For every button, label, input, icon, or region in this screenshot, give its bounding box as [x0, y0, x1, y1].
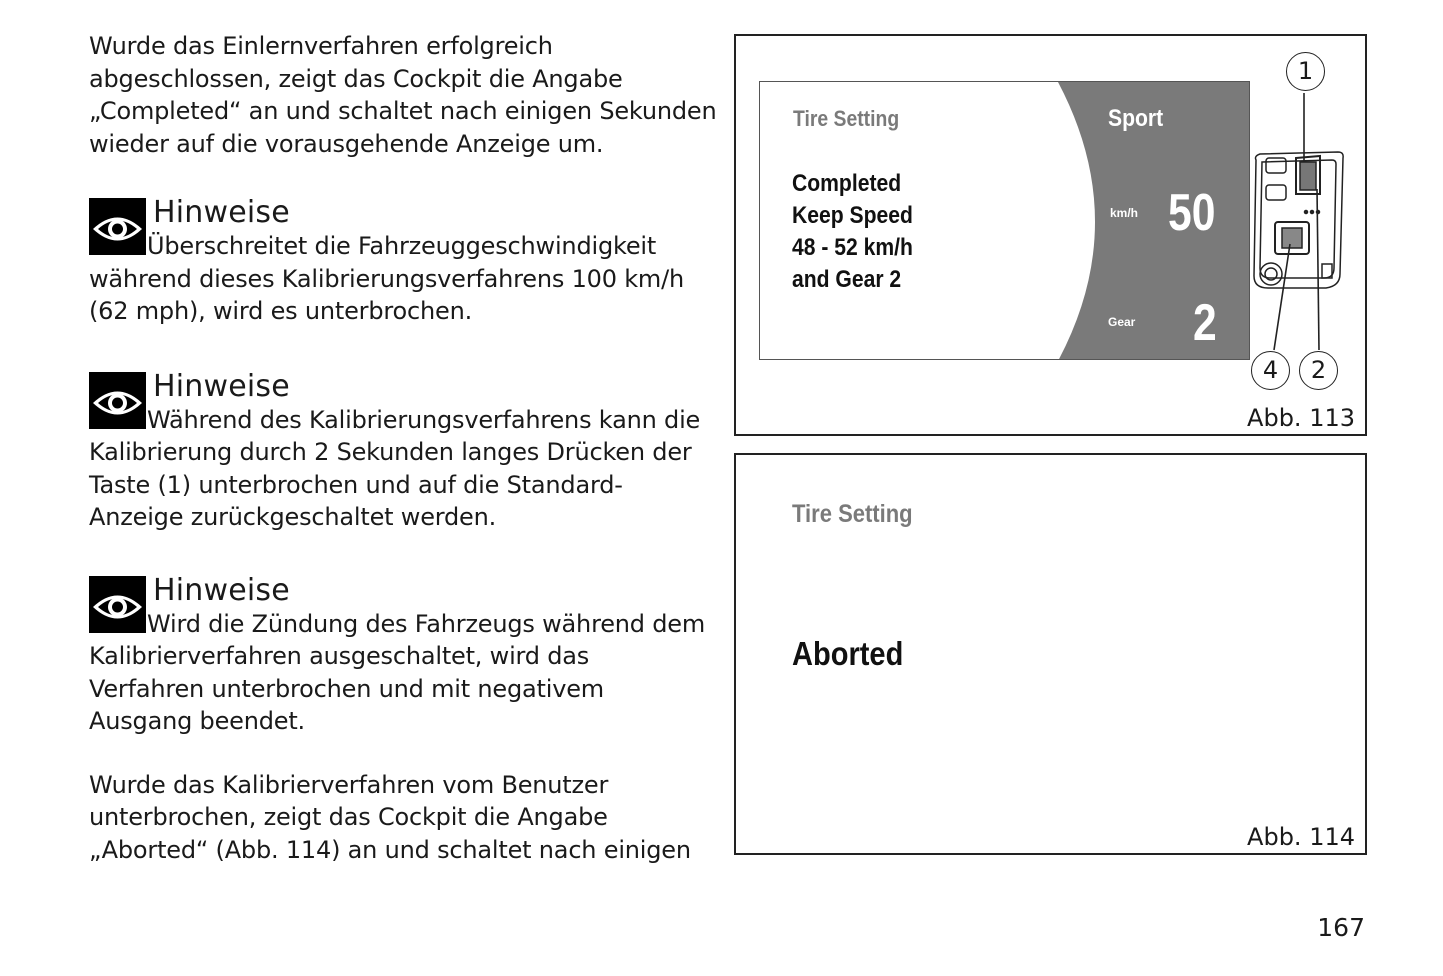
note-2 — [89, 370, 719, 534]
message-line: and Gear 2 — [792, 266, 902, 293]
note-title: Hinweise — [153, 572, 290, 608]
gear-label: Gear — [1108, 315, 1136, 329]
note-1 — [89, 196, 719, 328]
note-title: Hinweise — [153, 368, 290, 404]
note-first-line: Wird die Zündung des Fahrzeugs während dem — [147, 609, 706, 638]
page-number: 167 — [1317, 913, 1365, 942]
figure-caption: Abb. 114 — [1247, 823, 1355, 851]
figure-113 — [734, 34, 1367, 436]
screen-title: Tire Setting — [793, 106, 900, 131]
figure-caption: Abb. 113 — [1247, 404, 1355, 432]
note-first-line: Während des Kalibrierungsverfahrens kann die — [147, 405, 701, 434]
note-body: während dieses Kalibrierungsverfahrens 100 km/h (62 mph), wird es unterbrochen. — [89, 264, 684, 325]
mode-label: Sport — [1108, 105, 1164, 132]
message-line: Completed — [792, 170, 902, 197]
note-3 — [89, 574, 719, 738]
aborted-message: Aborted — [792, 635, 904, 672]
paragraph-aborted: Wurde das Kalibrierverfahren vom Benutzer unterbrochen, zeigt das Cockpit die Angabe „Aborted“ (Abb. 114) an und schaltet nach einigen — [89, 770, 691, 864]
eye-icon — [89, 576, 146, 633]
eye-icon — [89, 372, 146, 429]
note-title: Hinweise — [153, 195, 290, 230]
callout-1: 1 — [1286, 52, 1325, 91]
message-line: 48 - 52 km/h — [792, 234, 913, 261]
speed-unit: km/h — [1110, 206, 1139, 220]
note-body: Kalibrierverfahren ausgeschaltet, wird das Verfahren unterbrochen und mit negativem Ausgang beendet. — [89, 642, 604, 735]
left-column — [89, 30, 719, 866]
callout-4: 4 — [1251, 351, 1290, 390]
note-body: Kalibrierung durch 2 Sekunden langes Drücken der Taste (1) unterbrochen und auf die Standard- Anzeige zurückgeschaltet werden. — [89, 438, 692, 531]
screen-title: Tire Setting — [792, 500, 913, 528]
gear-value: 2 — [1193, 294, 1217, 352]
eye-icon — [89, 198, 146, 255]
note-first-line: Überschreitet die Fahrzeuggeschwindigkeit — [147, 232, 657, 260]
paragraph-completed: Wurde das Einlernverfahren erfolgreich abgeschlossen, zeigt das Cockpit die Angabe „Completed“ an und schaltet nach einigen Sekunden wieder auf die vorausgehende Anzeige um. — [89, 32, 717, 158]
callout-2: 2 — [1299, 351, 1338, 390]
message-line: Keep Speed — [792, 202, 913, 229]
figure-114 — [734, 453, 1367, 855]
speed-value: 50 — [1168, 184, 1216, 242]
